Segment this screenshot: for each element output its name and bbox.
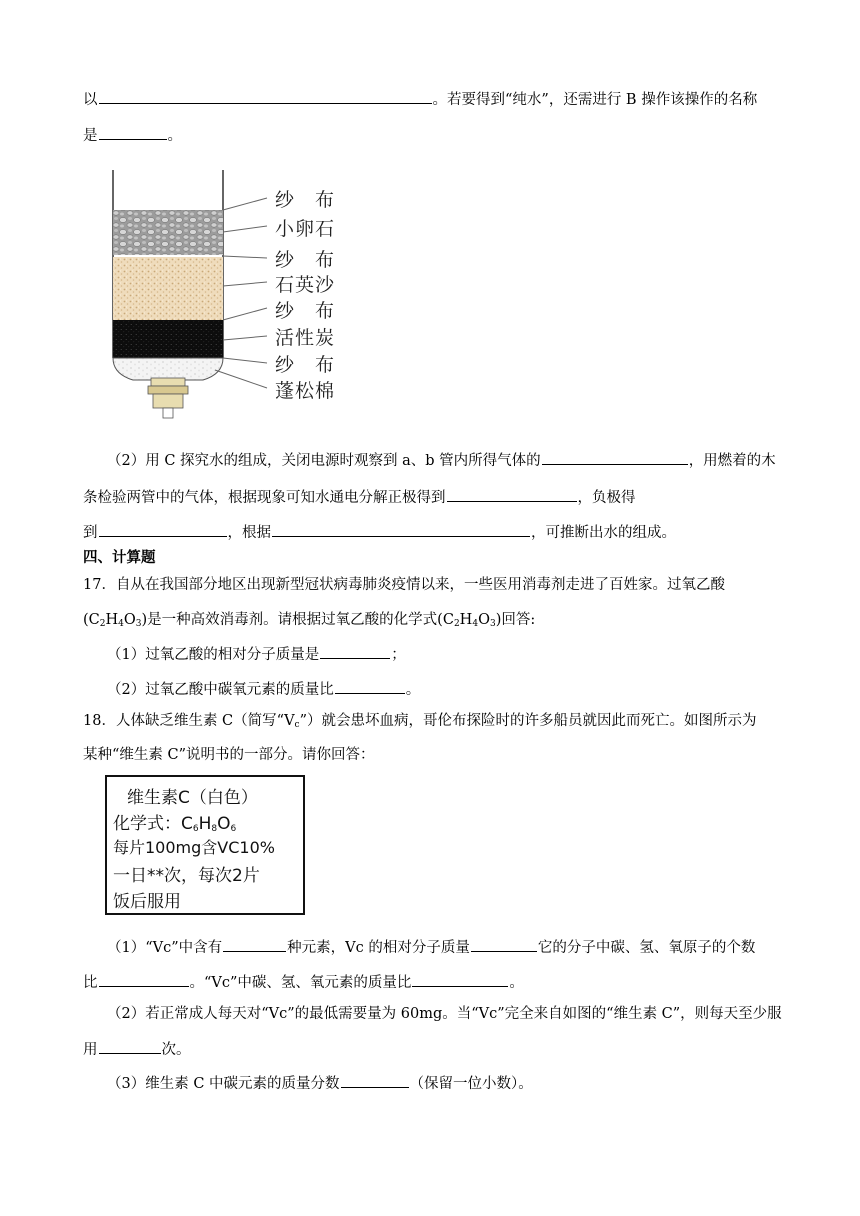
- answer-blank[interactable]: [320, 643, 390, 659]
- answer-blank[interactable]: [99, 971, 189, 987]
- filter-label-pebbles: 小卵石: [275, 218, 336, 240]
- answer-blank[interactable]: [99, 124, 167, 140]
- text: ，用燃着的木: [688, 453, 776, 469]
- subscript: 6: [230, 824, 237, 834]
- answer-blank[interactable]: [99, 1038, 161, 1054]
- text-line: 某种“维生素 C”说明书的一部分。请你回答：: [83, 747, 375, 763]
- text-line: [83, 711, 757, 735]
- text: O: [217, 814, 231, 834]
- label-formula: [113, 809, 236, 834]
- answer-blank[interactable]: [272, 521, 530, 537]
- text: 。: [509, 975, 524, 991]
- subscript: c: [294, 720, 300, 730]
- text: 种元素，Vc 的相对分子质量: [287, 940, 470, 956]
- filter-label-gauze: 纱 布: [275, 249, 336, 271]
- filter-label-cotton: 蓬松棉: [275, 380, 336, 402]
- text-line: [107, 936, 755, 958]
- text-line: [83, 88, 757, 110]
- text: 。“Vc”中碳、氢、氧元素的质量比: [189, 975, 412, 991]
- text: )回答:: [495, 612, 536, 628]
- text: )是一种高效消毒剂。请根据过氧乙酸的化学式(C: [141, 612, 454, 628]
- text: （3）维生素 C 中碳元素的质量分数: [107, 1076, 340, 1092]
- text: ；: [391, 647, 406, 663]
- filter-label-gauze: 纱 布: [275, 354, 336, 376]
- text: ，可推断出水的组成。: [531, 525, 676, 541]
- text: H: [105, 612, 119, 628]
- filter-label-gauze: 纱 布: [275, 300, 336, 322]
- text: 是: [83, 128, 98, 144]
- text-line: [83, 486, 636, 508]
- text-line: [83, 521, 676, 543]
- text-line: [83, 124, 182, 146]
- subscript: 8: [211, 824, 218, 834]
- subscript: 3: [489, 619, 496, 629]
- text: ”）就会患坏血病，哥伦布探险时的许多船员就因此而死亡。如图所示为: [299, 713, 757, 729]
- text: 比: [83, 975, 98, 991]
- text-line: [107, 643, 406, 665]
- text: 18．人体缺乏维生素 C（简写“V: [83, 713, 295, 729]
- text: （1）过氧乙酸的相对分子质量是: [107, 647, 320, 663]
- answer-blank[interactable]: [412, 971, 508, 987]
- subscript: 3: [135, 619, 142, 629]
- answer-blank[interactable]: [447, 486, 577, 502]
- text-line: [107, 678, 420, 700]
- text: （2）过氧乙酸中碳氧元素的质量比: [107, 682, 334, 698]
- text: O: [123, 612, 136, 628]
- answer-blank[interactable]: [99, 88, 432, 104]
- text-line: [107, 449, 776, 471]
- text: 化学式：C: [113, 814, 193, 834]
- subscript: 4: [118, 619, 124, 629]
- text: 。: [405, 682, 421, 698]
- text: 。: [167, 128, 182, 144]
- filter-label-activated-carbon: 活性炭: [275, 327, 336, 349]
- text: H: [198, 814, 212, 834]
- text: （1）“Vc”中含有: [107, 940, 223, 956]
- subscript: 6: [192, 824, 199, 834]
- answer-blank[interactable]: [223, 936, 286, 952]
- text: 以: [83, 92, 98, 108]
- filter-label-quartz-sand: 石英沙: [275, 274, 336, 296]
- answer-blank[interactable]: [335, 678, 405, 694]
- answer-blank[interactable]: [99, 521, 227, 537]
- label-dosage: 一日**次，每次2片: [113, 866, 260, 886]
- text: 它的分子中碳、氢、氧原子的个数: [537, 940, 756, 956]
- text: 到: [83, 525, 98, 541]
- text: 条检验两管中的气体，根据现象可知水通电分解正极得到: [83, 490, 446, 506]
- text: (C: [83, 612, 100, 628]
- section-heading: 四、计算题: [83, 550, 156, 566]
- text-line: [107, 1072, 533, 1094]
- text: ，负极得: [577, 490, 636, 506]
- text: （2）用 C 探究水的组成，关闭电源时观察到 a、b 管内所得气体的: [107, 453, 541, 469]
- text: ，根据: [227, 525, 271, 541]
- filter-label-gauze: 纱 布: [275, 189, 336, 211]
- text-line: （2）若正常成人每天对“Vc”的最低需要量为 60mg。当“Vc”完全来自如图的“维生素 C”，则每天至少服: [107, 1006, 782, 1022]
- text: H: [459, 612, 473, 628]
- subscript: 2: [453, 619, 460, 629]
- text-line: 17．自从在我国部分地区出现新型冠状病毒肺炎疫情以来，一些医用消毒剂走进了百姓家。过氧乙酸: [83, 577, 725, 593]
- answer-blank[interactable]: [542, 449, 688, 465]
- label-content: 每片100mg含VC10%: [113, 838, 275, 857]
- text: 用: [83, 1042, 98, 1058]
- text-line: [83, 1038, 191, 1060]
- text: 。若要得到“纯水”，还需进行 B 操作该操作的名称: [432, 92, 758, 108]
- subscript: 4: [472, 619, 479, 629]
- text-line: [83, 971, 524, 993]
- text: O: [478, 612, 490, 628]
- text: 次。: [161, 1042, 191, 1058]
- answer-blank[interactable]: [341, 1072, 409, 1088]
- text: （保留一位小数）。: [409, 1076, 533, 1092]
- subscript: 2: [99, 619, 106, 629]
- answer-blank[interactable]: [471, 936, 537, 952]
- vitamin-c-label: [105, 775, 305, 915]
- label-title: 维生素C（白色）: [127, 788, 258, 808]
- text-line: [83, 610, 535, 634]
- label-usage: 饭后服用: [113, 892, 181, 912]
